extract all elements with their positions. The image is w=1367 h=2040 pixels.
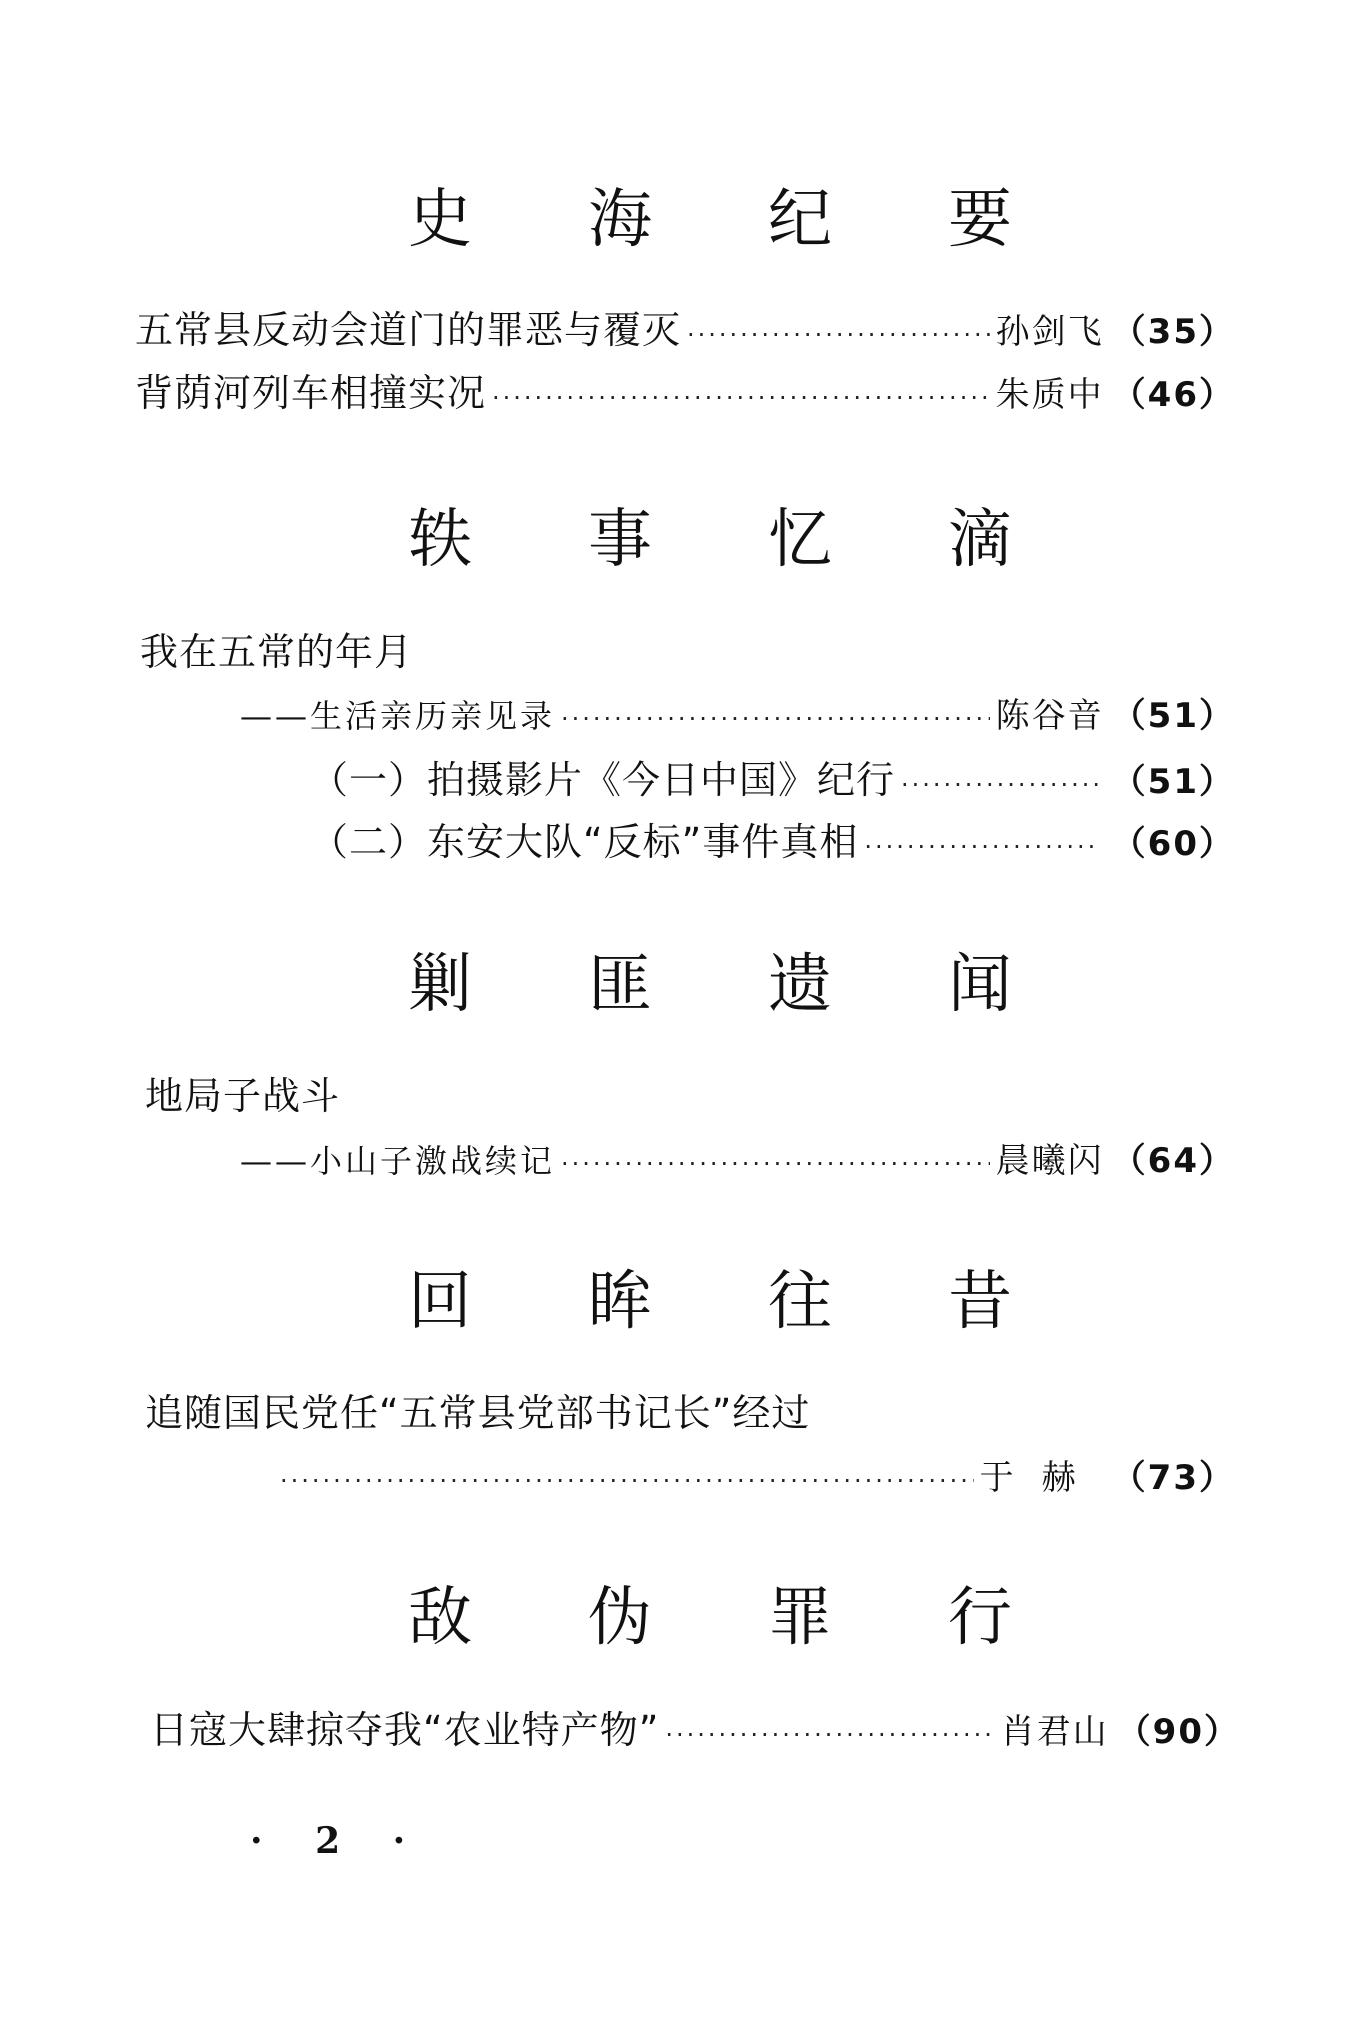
section-heading-2 <box>400 500 1020 580</box>
heading-char: 匪 <box>588 948 652 1022</box>
toc-entry-title[interactable]: 追随国民党任“五常县党部书记长”经过 <box>145 1391 811 1435</box>
heading-char: 事 <box>588 503 652 577</box>
toc-entry-title[interactable]: 地局子战斗 <box>145 1074 341 1118</box>
dot-leader <box>864 819 1097 875</box>
toc-entry[interactable] <box>135 302 1235 358</box>
heading-char: 行 <box>948 1581 1012 1655</box>
toc-entry-author: 孙剑飞 <box>995 312 1104 352</box>
dot-leader <box>280 1453 974 1509</box>
heading-char: 闻 <box>948 948 1012 1022</box>
heading-char: 罪 <box>768 1581 832 1655</box>
heading-char: 要 <box>948 183 1012 257</box>
page-number: · 2 · <box>250 1820 426 1862</box>
heading-char: 眸 <box>588 1265 652 1339</box>
section-heading-5 <box>400 1578 1020 1658</box>
toc-entry-title: 背荫河列车相撞实况 <box>135 371 487 415</box>
toc-entry-page: （64） <box>1111 1141 1235 1181</box>
toc-entry-author: 朱质中 <box>995 375 1104 415</box>
heading-char: 轶 <box>408 503 472 577</box>
heading-char: 史 <box>408 183 472 257</box>
heading-char: 往 <box>768 1265 832 1339</box>
toc-entry[interactable] <box>240 1133 1235 1189</box>
toc-entry-author: 肖君山 <box>1000 1712 1109 1752</box>
toc-entry-page: （46） <box>1111 375 1235 415</box>
dot-leader <box>665 1707 994 1763</box>
heading-char: 遗 <box>768 948 832 1022</box>
toc-entry[interactable] <box>135 365 1235 421</box>
toc-entry-title: 五常县反动会道门的罪恶与覆灭 <box>135 308 682 352</box>
heading-char: 海 <box>588 183 652 257</box>
heading-char: 敌 <box>408 1581 472 1655</box>
toc-entry-title: 日寇大肆掠夺我“农业特产物” <box>150 1708 660 1752</box>
dot-leader <box>561 1136 990 1192</box>
dot-leader <box>561 691 990 747</box>
toc-entry-page: （51） <box>1111 762 1235 802</box>
toc-entry-author: 晨曦闪 <box>995 1141 1104 1181</box>
section-heading-4 <box>400 1262 1020 1342</box>
toc-entry[interactable] <box>310 814 1235 870</box>
heading-char: 纪 <box>768 183 832 257</box>
toc-entry[interactable] <box>150 1702 1240 1758</box>
heading-char: 滴 <box>948 503 1012 577</box>
heading-char: 忆 <box>768 503 832 577</box>
toc-entry-author: 于赫 <box>979 1458 1104 1498</box>
toc-entry[interactable] <box>280 1450 1235 1506</box>
section-heading-1 <box>400 180 1020 260</box>
heading-char: 回 <box>408 1265 472 1339</box>
toc-entry-page: （90） <box>1116 1712 1240 1752</box>
heading-char: 昔 <box>948 1265 1012 1339</box>
toc-entry-title[interactable]: 我在五常的年月 <box>140 630 414 674</box>
toc-entry-subtitle: ——生活亲历亲见录 <box>240 697 556 735</box>
heading-char: 剿 <box>408 948 472 1022</box>
dot-leader <box>687 307 990 363</box>
toc-entry-page: （51） <box>1111 696 1235 736</box>
toc-entry-title: （二）东安大队“反标”事件真相 <box>310 820 859 864</box>
heading-char: 伪 <box>588 1581 652 1655</box>
toc-entry-author: 陈谷音 <box>995 696 1104 736</box>
dot-leader <box>492 370 990 426</box>
toc-entry-page: （60） <box>1111 824 1235 864</box>
toc-entry-subtitle: ——小山子激战续记 <box>240 1142 556 1180</box>
toc-entry-page: （73） <box>1111 1458 1235 1498</box>
toc-entry[interactable] <box>240 688 1235 744</box>
dot-leader <box>901 757 1098 813</box>
section-heading-3 <box>400 945 1020 1025</box>
toc-entry-page: （35） <box>1111 312 1235 352</box>
toc-entry-title: （一）拍摄影片《今日中国》纪行 <box>310 758 896 802</box>
toc-entry[interactable] <box>310 752 1235 808</box>
